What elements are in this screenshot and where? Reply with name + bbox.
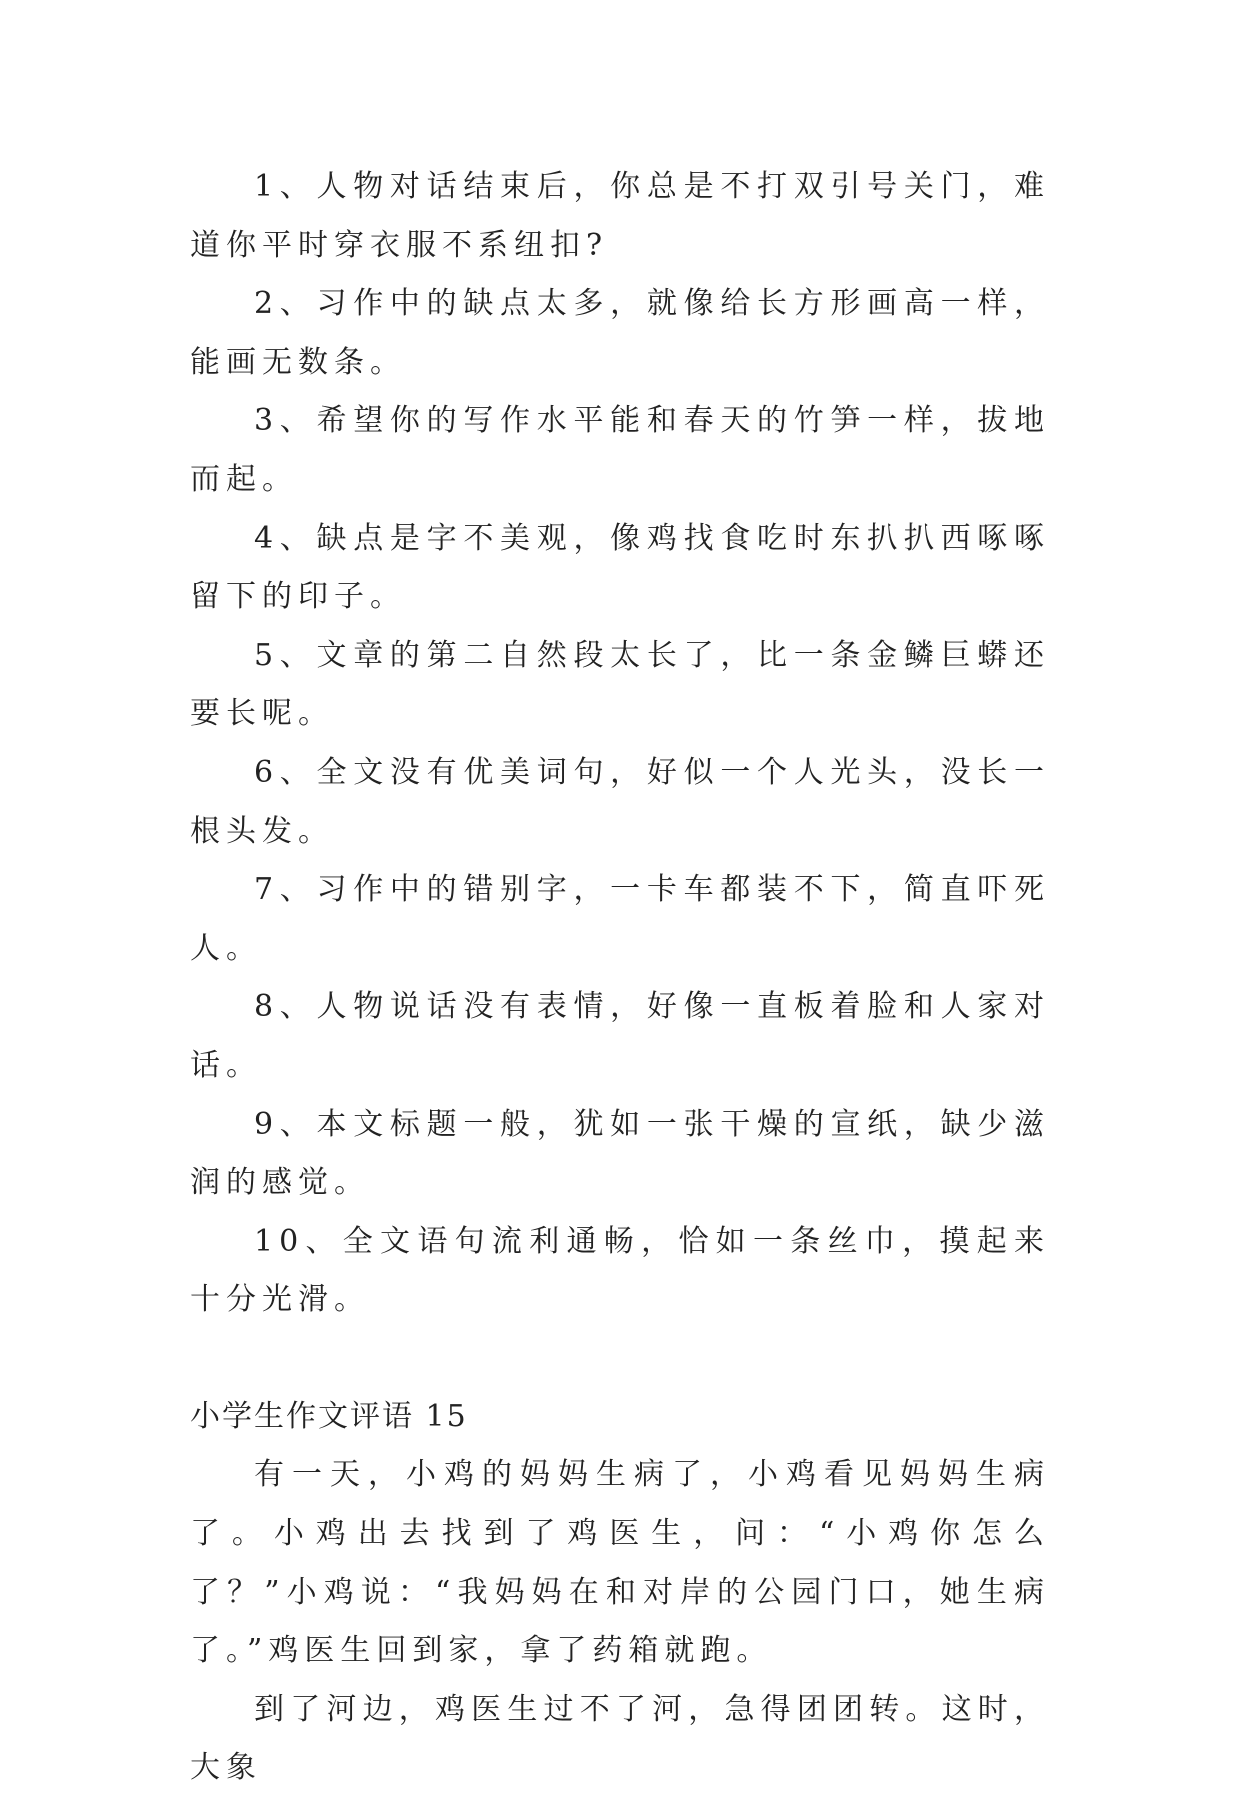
comment-3: 3、希望你的写作水平能和春天的竹笋一样，拔地而起。	[190, 403, 1050, 497]
comment-8: 8、人物说话没有表情，好像一直板着脸和人家对话。	[190, 989, 1050, 1083]
document-page	[190, 158, 1050, 1798]
comment-4: 4、缺点是字不美观，像鸡找食吃时东扒扒西啄啄留下的印子。	[190, 520, 1050, 615]
comment-10: 10、全文语句流利通畅，恰如一条丝巾，摸起来十分光滑。	[190, 1223, 1050, 1318]
comment-9: 9、本文标题一般，犹如一张干燥的宣纸，缺少滋润的感觉。	[190, 1106, 1050, 1201]
story-paragraph-2: 到了河边，鸡医生过不了河，急得团团转。这时，大象	[190, 1691, 1050, 1786]
comment-1: 1、人物对话结束后，你总是不打双引号关门，难道你平时穿衣服不系纽扣?	[190, 169, 1050, 263]
comment-6: 6、全文没有优美词句，好似一个人光头，没长一根头发。	[190, 754, 1050, 849]
comment-5: 5、文章的第二自然段太长了，比一条金鳞巨蟒还要长呢。	[190, 637, 1050, 732]
comment-2: 2、习作中的缺点太多，就像给长方形画高一样，能画无数条。	[190, 286, 1050, 380]
comment-7: 7、习作中的错别字，一卡车都装不下，简直吓死人。	[190, 872, 1050, 966]
story-paragraph-1: 有一天，小鸡的妈妈生病了，小鸡看见妈妈生病了。小鸡出去找到了鸡医生，问：“小鸡你怎么了？”小鸡说：“我妈妈在和对岸的公园门口，她生病了。”鸡医生回到家，拿了药箱就跑。	[190, 1457, 1050, 1669]
section-title: 小学生作文评语 15	[190, 1398, 468, 1434]
